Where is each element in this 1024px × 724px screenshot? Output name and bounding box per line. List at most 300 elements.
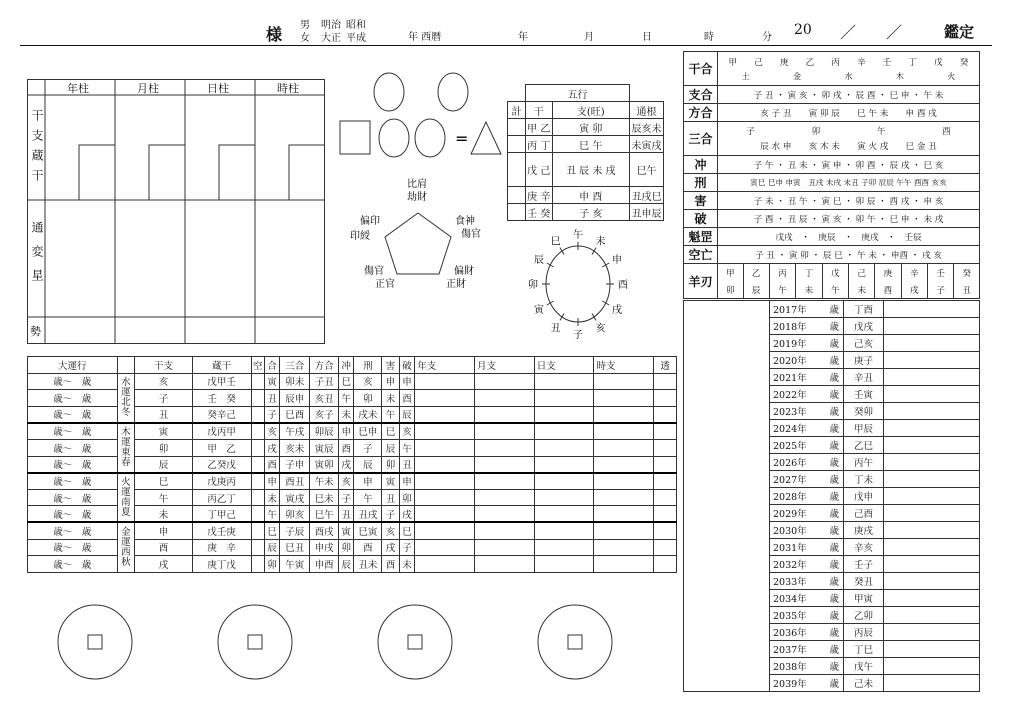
- luck-pillar-cell: [415, 539, 475, 556]
- luck-pillar-cell: [654, 539, 677, 556]
- luck-season-element: 火: [121, 476, 131, 488]
- clock-label: 酉: [618, 280, 628, 291]
- luck-go-cell: 卯: [264, 556, 279, 573]
- luck-header-cell: 合: [264, 357, 279, 374]
- luck-go-cell: 未: [264, 489, 279, 506]
- age-cell: 歳: [808, 301, 844, 318]
- luck-hogo-cell: 寅辰: [310, 439, 339, 456]
- luck-pillar-cell: [594, 373, 654, 390]
- year-cell: 2034年: [770, 590, 808, 607]
- luck-season-dir: 南: [121, 496, 131, 508]
- luck-gai-cell: 丑: [382, 489, 400, 506]
- year-row: [684, 301, 980, 318]
- age-cell: 歳: [808, 403, 844, 420]
- gogyo-kei-cell: [508, 153, 526, 187]
- gogyo-title: 五行: [526, 85, 630, 102]
- female-label: 女: [300, 33, 310, 44]
- luck-ha-cell: 辰: [399, 406, 414, 423]
- luck-range-cell: 歳～ 歳: [28, 406, 118, 423]
- yojin-shi: 卯: [718, 281, 743, 298]
- luck-pillar-cell: [415, 373, 475, 390]
- luck-zoukan-cell: 甲 乙: [192, 439, 251, 456]
- year-note-cell: [884, 369, 980, 386]
- luck-row: [28, 473, 677, 490]
- luck-header-cell: [117, 357, 135, 374]
- relations-table: [683, 51, 980, 299]
- luck-ha-cell: 申: [399, 373, 414, 390]
- age-cell: 歳: [808, 454, 844, 471]
- pillar-header-year: 年柱: [67, 82, 89, 95]
- year-cell: 2026年: [770, 454, 808, 471]
- year-cell: 2018年: [770, 318, 808, 335]
- clock-label: 申: [611, 255, 622, 266]
- kango-kan: 癸: [959, 57, 969, 68]
- luck-pillar-cell: [474, 539, 534, 556]
- kubo-label: 空亡: [684, 246, 718, 264]
- shape-diagram: [334, 64, 504, 174]
- ha-value: 子 酉 ・ 丑 辰 ・ 寅 亥 ・ 卯 午 ・ 巳 申 ・ 未 戌: [718, 210, 980, 228]
- luck-ku-cell: [251, 456, 264, 473]
- luck-header-cell: 害: [382, 357, 400, 374]
- luck-pillar-cell: [474, 390, 534, 407]
- luck-pillar-cell: [534, 522, 594, 539]
- year-note-cell: [884, 471, 980, 488]
- yojin-kan: 戊: [822, 264, 848, 281]
- date-slash-2: ／: [886, 23, 903, 42]
- chu-value: 子 午 ・ 丑 未 ・ 寅 申 ・ 卯 酉 ・ 辰 戌 ・ 巳 亥: [718, 156, 980, 174]
- year-note-cell: [884, 607, 980, 624]
- age-cell: 歳: [808, 556, 844, 573]
- year-cell: 2037年: [770, 641, 808, 658]
- year-row: [684, 471, 980, 488]
- year-20-label: 20: [794, 22, 812, 38]
- year-kanshi-cell: 辛丑: [844, 369, 884, 386]
- clock-label: 亥: [595, 323, 606, 335]
- luck-gai-cell: 子: [382, 506, 400, 523]
- pentagon-shoukan-r: 傷官: [461, 229, 481, 240]
- luck-pillar-cell: [415, 506, 475, 523]
- gogyo-kan-cell: 壬 癸: [526, 204, 553, 221]
- hogo-label: 方合: [684, 104, 718, 122]
- year-blank-cell: [684, 352, 770, 369]
- luck-kei-cell: 辰: [354, 456, 382, 473]
- luck-ha-cell: 戌: [399, 506, 414, 523]
- luck-sango-cell: 卯亥: [280, 506, 310, 523]
- luck-pillar-cell: [415, 406, 475, 423]
- clock-tick: [547, 301, 554, 305]
- luck-kanshi-cell: 卯: [135, 439, 193, 456]
- luck-chu-cell: 酉: [339, 439, 354, 456]
- year-row: [684, 607, 980, 624]
- tsuhensei-label: 通変星: [30, 221, 44, 293]
- gogyo-header-shi: 支(旺): [552, 102, 629, 119]
- luck-sango-cell: 卯未: [280, 373, 310, 390]
- yojin-shi: 戌: [901, 281, 927, 298]
- luck-pillar-cell: [474, 489, 534, 506]
- gogyo-row: [508, 153, 664, 187]
- year-row: [684, 539, 980, 556]
- luck-gai-cell: 辰: [382, 439, 400, 456]
- year-row: [684, 641, 980, 658]
- luck-zoukan-cell: 乙癸戊: [192, 456, 251, 473]
- year-note-cell: [884, 590, 980, 607]
- year-row: [684, 437, 980, 454]
- ellipse-shape-3: [379, 119, 409, 157]
- luck-range-cell: 歳～ 歳: [28, 556, 118, 573]
- luck-go-cell: 亥: [264, 423, 279, 440]
- luck-chu-cell: 卯: [339, 539, 354, 556]
- year-kanshi-cell: 庚子: [844, 352, 884, 369]
- pillar-header-hour: 時柱: [277, 82, 299, 95]
- year-blank-cell: [684, 539, 770, 556]
- year-blank-cell: [684, 369, 770, 386]
- luck-go-cell: 酉: [264, 456, 279, 473]
- yojin-kan: 丁: [796, 264, 822, 281]
- luck-hogo-cell: 午未: [310, 473, 339, 490]
- luck-ku-cell: [251, 556, 264, 573]
- luck-kanshi-cell: 丑: [135, 406, 193, 423]
- year-blank-cell: [684, 318, 770, 335]
- age-cell: 歳: [808, 335, 844, 352]
- gogyo-header-tsukon: 通根: [629, 102, 663, 119]
- luck-kanshi-cell: 戌: [135, 556, 193, 573]
- luck-season-dir: 北: [121, 396, 131, 408]
- luck-chu-cell: 子: [339, 489, 354, 506]
- year-cell: 2022年: [770, 386, 808, 403]
- luck-season-cell: [117, 373, 135, 423]
- year-row: [684, 386, 980, 403]
- luck-gai-cell: 亥: [382, 522, 400, 539]
- luck-header-cell: 空: [251, 357, 264, 374]
- age-cell: 歳: [808, 420, 844, 437]
- luck-go-cell: 申: [264, 473, 279, 490]
- luck-pillar-cell: [415, 439, 475, 456]
- gogyo-kei-cell: [508, 204, 526, 221]
- luck-header-cell: 月支: [474, 357, 534, 374]
- luck-range-cell: 歳～ 歳: [28, 373, 118, 390]
- fun-label: 分: [762, 32, 772, 43]
- gogyo-kei-cell: [508, 187, 526, 204]
- yojin-shi: 午: [822, 281, 848, 298]
- year-blank-cell: [684, 488, 770, 505]
- sango-center: 卯: [811, 127, 821, 137]
- ha-label: 破: [684, 210, 718, 228]
- luck-header-cell: 干支: [135, 357, 193, 374]
- year-cell: 2020年: [770, 352, 808, 369]
- luck-kei-cell: 丑戌: [354, 506, 382, 523]
- luck-gai-cell: 申: [382, 373, 400, 390]
- year-kanshi-cell: 己亥: [844, 335, 884, 352]
- luck-zoukan-cell: 戊丙甲: [192, 423, 251, 440]
- gogyo-header-kei: 計: [508, 102, 526, 119]
- yojin-kan: 己: [848, 264, 874, 281]
- luck-pillar-cell: [474, 439, 534, 456]
- pentagon-seizai: 正財: [446, 279, 466, 290]
- luck-season-element: 金: [121, 526, 131, 538]
- year-note-cell: [884, 505, 980, 522]
- age-cell: 歳: [808, 641, 844, 658]
- year-row: [684, 420, 980, 437]
- age-cell: 歳: [808, 624, 844, 641]
- year-note-cell: [884, 420, 980, 437]
- year-cell: 2038年: [770, 658, 808, 675]
- luck-pillar-cell: [474, 506, 534, 523]
- clock-tick: [602, 301, 609, 305]
- luck-chu-cell: 午: [339, 390, 354, 407]
- gogyo-tsukon-cell: 丑戌巳: [629, 187, 663, 204]
- pentagon-seikan: 正官: [375, 279, 395, 290]
- luck-pillar-cell: [654, 406, 677, 423]
- kaigo-value: 戊戌 ・ 庚辰 ・ 庚戌 ・ 壬辰: [718, 228, 980, 246]
- luck-go-cell: 巳: [264, 522, 279, 539]
- luck-chu-cell: 寅: [339, 522, 354, 539]
- kango-kan: 壬: [882, 57, 892, 68]
- gogyo-tsukon-cell: 辰亥未: [629, 119, 663, 136]
- luck-hogo-cell: 申酉: [310, 556, 339, 573]
- coin-shape: [378, 605, 452, 679]
- year-note-cell: [884, 318, 980, 335]
- luck-kei-cell: 申: [354, 473, 382, 490]
- yojin-shi: 子: [928, 281, 954, 298]
- luck-row: [28, 522, 677, 539]
- luck-header-cell: 日支: [534, 357, 594, 374]
- year-blank-cell: [684, 335, 770, 352]
- sei-label: 勢: [30, 325, 41, 338]
- ellipse-shape-4: [415, 119, 445, 157]
- kango-element: 金: [793, 71, 802, 81]
- pentagon-henzai: 偏財: [454, 266, 474, 277]
- luck-gai-cell: 午: [382, 406, 400, 423]
- luck-pillar-cell: [654, 373, 677, 390]
- year-cell: 2029年: [770, 505, 808, 522]
- luck-ha-cell: 午: [399, 439, 414, 456]
- luck-pillar-cell: [594, 390, 654, 407]
- luck-pillar-cell: [594, 423, 654, 440]
- luck-pillar-cell: [654, 439, 677, 456]
- coin-hole: [88, 635, 102, 649]
- luck-header-cell: 大運行: [28, 357, 118, 374]
- luck-header-cell: 蔵干: [192, 357, 251, 374]
- luck-header-cell: 刑: [354, 357, 382, 374]
- luck-zoukan-cell: 戊庚丙: [192, 473, 251, 490]
- year-kanshi-cell: 己未: [844, 675, 884, 692]
- luck-cycle-table: [27, 356, 677, 573]
- year-cell: 2039年: [770, 675, 808, 692]
- year-row: [684, 522, 980, 539]
- luck-header-cell: 三合: [280, 357, 310, 374]
- equals-sign: =: [455, 129, 469, 148]
- year-row: [684, 573, 980, 590]
- luck-kanshi-cell: 子: [135, 390, 193, 407]
- luck-hogo-cell: 亥子: [310, 406, 339, 423]
- year-blank-cell: [684, 624, 770, 641]
- luck-sango-cell: 巳丑: [280, 539, 310, 556]
- kango-element: 土: [741, 71, 750, 81]
- luck-zoukan-cell: 癸辛己: [192, 406, 251, 423]
- luck-pillar-cell: [474, 373, 534, 390]
- year-row: [684, 505, 980, 522]
- luck-season-cell: [117, 423, 135, 473]
- luck-zoukan-cell: 戊甲壬: [192, 373, 251, 390]
- year-kanshi-cell: 甲辰: [844, 420, 884, 437]
- clock-tick: [592, 248, 596, 255]
- luck-kei-cell: 丑未: [354, 556, 382, 573]
- year-kanshi-cell: 丙辰: [844, 624, 884, 641]
- luck-sango-cell: 午戌: [280, 423, 310, 440]
- year-row: [684, 556, 980, 573]
- kango-element: 火: [947, 71, 956, 81]
- luck-header-cell: 透: [654, 357, 677, 374]
- year-kanshi-cell: 壬寅: [844, 386, 884, 403]
- luck-zoukan-cell: 庚 辛: [192, 539, 251, 556]
- gogyo-row: [508, 204, 664, 221]
- header: [20, 14, 992, 46]
- luck-pillar-cell: [654, 556, 677, 573]
- year-cell: 2023年: [770, 403, 808, 420]
- gogyo-shi-cell: 丑 辰 未 戌: [552, 153, 629, 187]
- kango-element: 木: [895, 71, 904, 81]
- luck-hogo-cell: 申戌: [310, 539, 339, 556]
- luck-pillar-cell: [654, 522, 677, 539]
- luck-sango-cell: 酉丑: [280, 473, 310, 490]
- yojin-shi: 午: [769, 281, 795, 298]
- year-kanshi-cell: 戊戌: [844, 318, 884, 335]
- year-blank-cell: [684, 420, 770, 437]
- luck-pillar-cell: [474, 473, 534, 490]
- year-blank-cell: [684, 641, 770, 658]
- kango-kan: 乙: [805, 57, 815, 68]
- clock-label: 戌: [611, 305, 622, 316]
- kango-kan: 辛: [856, 57, 866, 68]
- year-row: [684, 624, 980, 641]
- luck-sango-cell: 寅戌: [280, 489, 310, 506]
- hi-label: 日: [642, 32, 652, 43]
- pentagon-gouzai: 劫財: [407, 192, 427, 203]
- coin-hole: [248, 635, 262, 649]
- luck-season-season: 春: [121, 456, 131, 468]
- luck-kei-cell: 巳寅: [354, 522, 382, 539]
- pentagon-hiken: 比肩: [407, 179, 427, 190]
- luck-chu-cell: 亥: [339, 473, 354, 490]
- luck-pillar-cell: [594, 473, 654, 490]
- luck-season-cell: [117, 522, 135, 572]
- age-cell: 歳: [808, 437, 844, 454]
- luck-go-cell: 午: [264, 506, 279, 523]
- luck-go-cell: 寅: [264, 373, 279, 390]
- gogyo-shi-cell: 巳 午: [552, 136, 629, 153]
- luck-zoukan-cell: 丙乙丁: [192, 489, 251, 506]
- luck-kei-cell: 午: [354, 489, 382, 506]
- year-kanshi-cell: 甲寅: [844, 590, 884, 607]
- luck-kei-cell: 巳申: [354, 423, 382, 440]
- clock-label: 丑: [550, 323, 561, 335]
- luck-kanshi-cell: 辰: [135, 456, 193, 473]
- luck-pillar-cell: [654, 506, 677, 523]
- luck-season-label: 運: [121, 486, 131, 498]
- year-blank-cell: [684, 437, 770, 454]
- luck-season-element: 水: [121, 376, 131, 388]
- luck-go-cell: 子: [264, 406, 279, 423]
- shigo-label: 支合: [684, 86, 718, 104]
- luck-sango-cell: 子申: [280, 456, 310, 473]
- luck-pillar-cell: [594, 522, 654, 539]
- kaigo-label: 魁罡: [684, 228, 718, 246]
- luck-row: [28, 373, 677, 390]
- luck-ku-cell: [251, 522, 264, 539]
- year-note-cell: [884, 437, 980, 454]
- luck-pillar-cell: [534, 556, 594, 573]
- luck-pillar-cell: [415, 522, 475, 539]
- chu-label: 冲: [684, 156, 718, 174]
- year-cell: 2017年: [770, 301, 808, 318]
- luck-pillar-cell: [534, 473, 594, 490]
- pentagon-shoukan-bl: 傷官: [364, 266, 384, 277]
- coin-shape: [218, 605, 292, 679]
- year-cell: 2021年: [770, 369, 808, 386]
- luck-kanshi-cell: 亥: [135, 373, 193, 390]
- yojin-kan: 乙: [743, 264, 769, 281]
- age-cell: 歳: [808, 573, 844, 590]
- luck-gai-cell: 未: [382, 390, 400, 407]
- year-cell: 2036年: [770, 624, 808, 641]
- age-cell: 歳: [808, 675, 844, 692]
- year-note-cell: [884, 522, 980, 539]
- year-note-cell: [884, 335, 980, 352]
- luck-pillar-cell: [594, 489, 654, 506]
- luck-pillar-cell: [594, 439, 654, 456]
- luck-pillar-cell: [534, 539, 594, 556]
- luck-pillar-cell: [594, 539, 654, 556]
- luck-kanshi-cell: 寅: [135, 423, 193, 440]
- year-note-cell: [884, 556, 980, 573]
- gogyo-kan-cell: 甲 乙: [526, 119, 553, 136]
- year-kanshi-cell: 乙卯: [844, 607, 884, 624]
- luck-pillar-cell: [534, 373, 594, 390]
- luck-pillar-cell: [415, 456, 475, 473]
- year-note-cell: [884, 301, 980, 318]
- yojin-shi: 酉: [875, 281, 901, 298]
- age-cell: 歳: [808, 369, 844, 386]
- luck-range-cell: 歳～ 歳: [28, 439, 118, 456]
- kei-value: 寅巳 巳申 申寅 丑戌 未戌 未丑 子卯 辰辰 午午 酉酉 亥亥: [718, 174, 980, 192]
- luck-pillar-cell: [415, 473, 475, 490]
- luck-pillar-cell: [594, 456, 654, 473]
- luck-range-cell: 歳～ 歳: [28, 489, 118, 506]
- luck-ha-cell: 子: [399, 539, 414, 556]
- nen-label: 年: [518, 32, 528, 43]
- luck-pillar-cell: [474, 556, 534, 573]
- clock-label: 辰: [534, 255, 545, 266]
- kango-label: 干合: [684, 52, 718, 86]
- luck-kanshi-cell: 午: [135, 489, 193, 506]
- zodiac-clock: [526, 222, 638, 340]
- sama-label: 様: [266, 25, 283, 44]
- luck-ku-cell: [251, 423, 264, 440]
- yojin-kan: 甲: [718, 264, 743, 281]
- luck-kei-cell: 戌未: [354, 406, 382, 423]
- sango-label: 三合: [684, 122, 718, 156]
- year-kanshi-cell: 癸卯: [844, 403, 884, 420]
- luck-pillar-cell: [654, 489, 677, 506]
- luck-range-cell: 歳～ 歳: [28, 423, 118, 440]
- year-cell: 2033年: [770, 573, 808, 590]
- year-kanshi-cell: 辛亥: [844, 539, 884, 556]
- year-note-cell: [884, 403, 980, 420]
- ji-label: 時: [704, 32, 714, 43]
- year-kanshi-cell: 戊午: [844, 658, 884, 675]
- luck-chu-cell: 巳: [339, 373, 354, 390]
- year-kanshi-cell: 壬子: [844, 556, 884, 573]
